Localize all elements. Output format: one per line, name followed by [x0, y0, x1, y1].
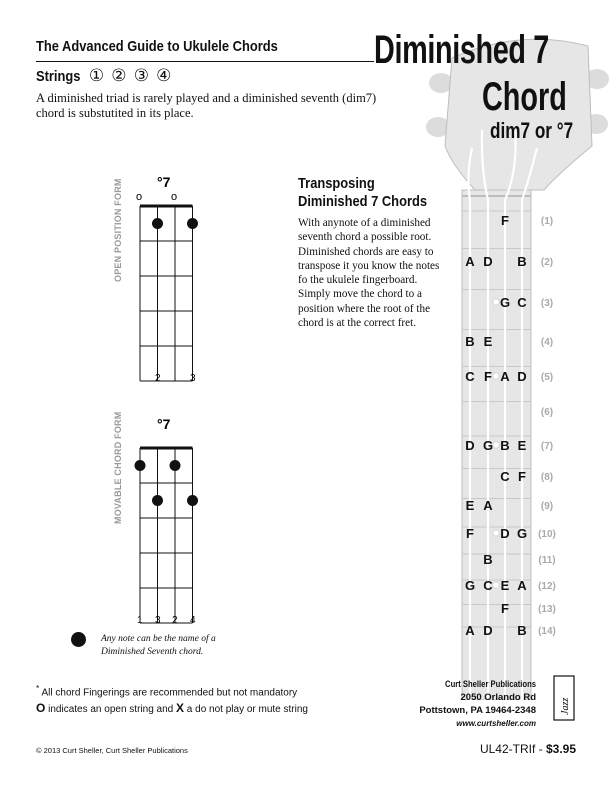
finger-number: 3	[190, 373, 196, 384]
fret-note: F	[501, 601, 509, 616]
footnote-text: All chord Fingerings are recommended but not mandatory	[41, 687, 298, 699]
dot-legend-text: Any note can be the name of a Diminished Seventh chord.	[101, 634, 216, 657]
fret-inlay	[493, 299, 499, 305]
fret-number: (8)	[540, 472, 554, 483]
fret-note: A	[465, 254, 475, 269]
fret-number: (14)	[538, 626, 556, 637]
fret-number: (2)	[540, 257, 554, 268]
fret-number: (3)	[540, 298, 554, 309]
publisher-logo-icon	[553, 675, 575, 721]
finger-number: 2	[172, 615, 178, 626]
fret-note: F	[484, 369, 492, 384]
finger-number: 1	[137, 615, 143, 626]
price: $3.95	[545, 742, 576, 756]
finger-dot	[187, 495, 198, 506]
publisher-city: Pottstown, PA 19464-2348	[419, 705, 536, 716]
fret-note: C	[483, 578, 493, 593]
open-symbol: O	[36, 701, 46, 715]
series-title: The Advanced Guide to Ukulele Chords	[36, 38, 278, 55]
catalog-number	[470, 742, 576, 756]
logo-text: Jazz	[560, 697, 571, 715]
fret-note: E	[500, 578, 510, 593]
chord-name: °7	[157, 174, 171, 190]
finger-dot	[187, 218, 198, 229]
fret-note: C	[517, 295, 527, 310]
finger-dot	[152, 218, 163, 229]
fret-note: F	[466, 526, 474, 541]
fret-note: B	[517, 623, 527, 638]
string-number: ④	[156, 66, 172, 86]
open-string-marker: o	[171, 191, 178, 203]
fret-note: B	[465, 334, 475, 349]
fret-note: B	[517, 254, 527, 269]
string-number: ①	[88, 66, 105, 86]
fret-note: D	[517, 369, 527, 384]
transposing-heading	[298, 175, 427, 211]
fret-number: (12)	[538, 581, 556, 592]
finger-dot	[152, 495, 163, 506]
footnote-text: indicates an open string and	[48, 704, 174, 715]
fret-number: (10)	[538, 529, 556, 540]
open-string-marker: o	[136, 191, 143, 203]
open-chord-diagram	[130, 170, 220, 390]
finger-dot	[135, 460, 146, 471]
page-title-line1: Diminished 7	[374, 28, 549, 72]
fret-note: G	[482, 438, 494, 453]
fret-note: A	[500, 369, 510, 384]
fret-note: G	[516, 526, 528, 541]
dot-legend-icon	[71, 632, 86, 647]
fret-note: C	[500, 469, 510, 484]
strings-line	[36, 66, 171, 86]
strings-label: Strings	[36, 68, 81, 85]
fret-note: F	[501, 213, 509, 228]
fret-note: A	[465, 623, 475, 638]
publisher-website[interactable]: www.curtsheller.com	[456, 719, 536, 728]
footnote-mark: *	[36, 683, 40, 693]
fret-note: F	[518, 469, 526, 484]
fret-number: (13)	[538, 604, 556, 615]
publisher-street: 2050 Orlando Rd	[460, 692, 536, 703]
finger-number: 4	[190, 615, 196, 626]
fret-note: B	[500, 438, 510, 453]
publisher-block	[410, 678, 536, 730]
fret-note: D	[483, 623, 493, 638]
finger-number: 3	[155, 615, 161, 626]
fret-note: C	[465, 369, 475, 384]
fret-note: D	[483, 254, 493, 269]
chord-symbols: dim7 or °7	[490, 118, 574, 143]
footnote-text: a do not play or mute string	[186, 704, 308, 715]
fret-number: (7)	[540, 441, 554, 452]
fret-inlay	[493, 373, 499, 379]
movable-form-label: MOVABLE CHORD FORM	[113, 411, 123, 524]
fret-inlay	[493, 442, 499, 448]
page-title-line2: Chord	[482, 75, 567, 119]
copyright: © 2013 Curt Sheller, Curt Sheller Publications	[36, 746, 188, 755]
finger-number: 2	[155, 373, 161, 384]
transposing-body: With anynote of a diminished seventh chord a possible root. Diminished chords are easy to transpose it you know the notes fo the ukulele fingerboard. Simply move the chord to a position where the root of the chord is at the correct fret.	[298, 217, 440, 330]
fret-number: (9)	[540, 501, 554, 512]
movable-chord-diagram	[130, 412, 220, 632]
fret-inlay	[493, 582, 499, 588]
fret-number: (5)	[540, 372, 554, 383]
footnote-symbols	[36, 701, 308, 715]
string-number: ③	[133, 66, 149, 86]
fret-note: B	[483, 552, 493, 567]
mute-symbol: X	[176, 701, 185, 715]
finger-dot	[170, 460, 181, 471]
publisher-name: Curt Sheller Publications	[445, 679, 536, 689]
title-divider	[36, 61, 374, 62]
transposing-heading-line1: Transposing	[298, 175, 375, 192]
fret-note: D	[465, 438, 475, 453]
string-number: ②	[111, 66, 127, 86]
fret-number: (6)	[540, 407, 554, 418]
catalog-code: UL42-TRIf -	[479, 742, 543, 756]
fret-note: G	[499, 295, 511, 310]
footnote-fingerings	[36, 683, 297, 698]
chord-name: °7	[157, 416, 171, 432]
fret-note: E	[465, 498, 475, 513]
fret-number: (4)	[540, 337, 554, 348]
fret-note: E	[517, 438, 527, 453]
open-form-label: OPEN POSITION FORM	[113, 178, 123, 282]
fret-inlay	[493, 530, 499, 536]
fret-note: A	[483, 498, 493, 513]
fret-number: (1)	[540, 216, 554, 227]
fret-note: D	[500, 526, 510, 541]
intro-paragraph: A diminished triad is rarely played and a diminished seventh (dim7) chord is substutited in its place.	[36, 91, 377, 120]
fret-note: A	[517, 578, 527, 593]
fret-number: (11)	[538, 555, 556, 566]
transposing-heading-line2: Diminished 7 Chords	[298, 193, 428, 210]
fret-note: E	[483, 334, 493, 349]
fret-note: G	[464, 578, 476, 593]
